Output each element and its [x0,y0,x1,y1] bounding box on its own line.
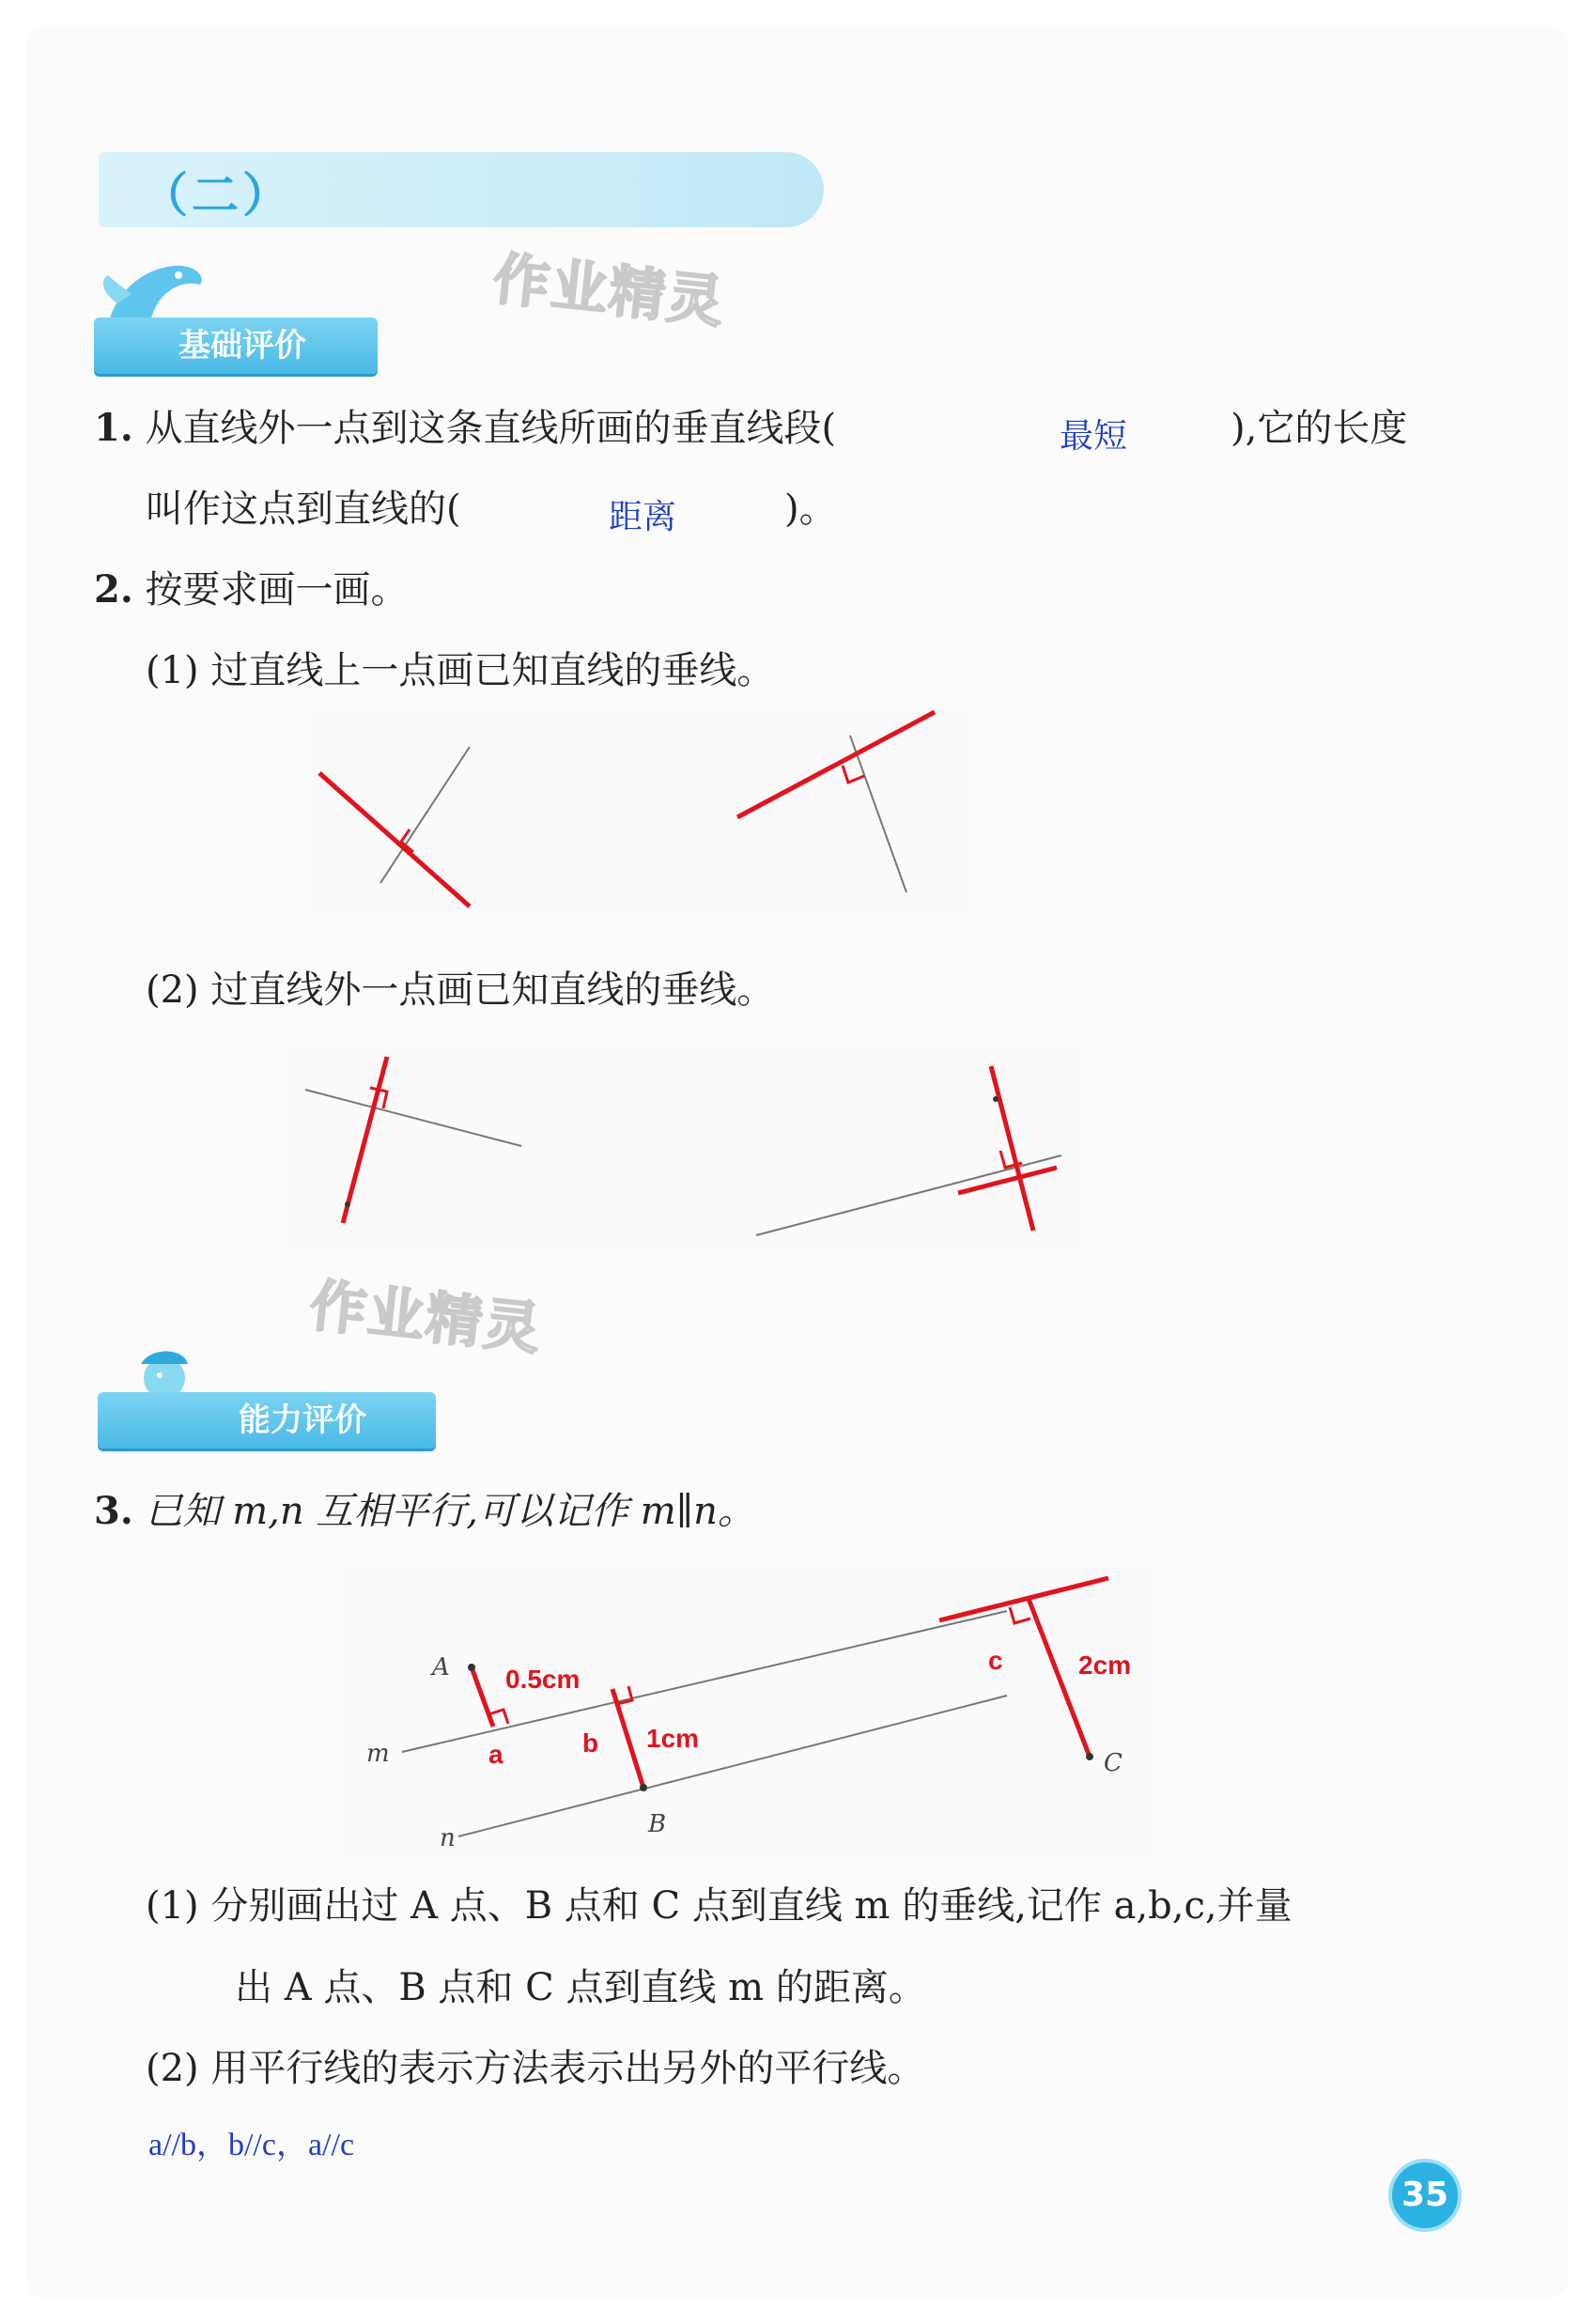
label-n: n [440,1824,456,1852]
label-a: a [488,1740,503,1769]
section-title: （二） [141,168,293,223]
q3-sub2: (2) 用平行线的表示方法表示出另外的平行线。 [146,2047,925,2090]
q1-answer-2: 距离 [609,498,677,536]
label-B: B [648,1810,667,1838]
q1-text-b: ),它的长度 [1231,407,1408,450]
ability-evaluation-badge: 能力评价 [98,1392,436,1449]
given-point [993,1096,999,1102]
basic-evaluation-badge: 基础评价 [94,318,378,374]
section-banner [99,152,824,227]
page-number: 35 [1388,2159,1462,2232]
point-A [468,1664,475,1671]
q2-line [94,567,408,612]
q1-answer-1: 最短 [1060,417,1128,456]
watermark: 作业精灵 [306,1273,546,1363]
distance-C: 2cm [1078,1650,1132,1680]
q3-line [94,1489,755,1534]
q1-number: 1. [94,406,133,450]
q3-figure [338,1564,1155,1855]
label-C: C [1104,1749,1123,1777]
q2-number: 2. [94,567,133,612]
q2-figure-2 [282,1043,1080,1254]
label-c: c [988,1646,1003,1675]
q1-text-a: 从直线外一点到这条直线所画的垂直线段( [145,407,837,450]
q3-number: 3. [94,1489,133,1533]
q2-sub1: (1) 过直线上一点画已知直线的垂线。 [146,649,775,692]
watermark: 作业精灵 [489,246,729,336]
q3-text: 已知 m,n 互相平行,可以记作 m∥n。 [145,1490,755,1533]
q3-answer: a//b，b//c，a//c [148,2128,355,2162]
given-point [345,1201,350,1207]
point-C [1086,1753,1093,1760]
label-A: A [432,1653,450,1681]
distance-A: 0.5cm [505,1665,581,1694]
label-m: m [366,1740,390,1768]
distance-B: 1cm [646,1724,700,1753]
q3-sub1-line1: (1) 分别画出过 A 点、B 点和 C 点到直线 m 的垂线,记作 a,b,c,并量 [146,1884,1293,1928]
q1-text-d: )。 [784,488,837,531]
q1-text-c: 叫作这点到直线的( [146,488,461,531]
q2-text: 按要求画一画。 [145,568,409,612]
q1-line1 [94,406,836,451]
point-B [640,1784,647,1791]
q3-sub1-line2: 出 A 点、B 点和 C 点到直线 m 的距离。 [235,1966,926,2009]
q2-sub2: (2) 过直线外一点画已知直线的垂线。 [146,968,775,1012]
q2-figure-1 [310,709,968,911]
label-b: b [582,1728,599,1758]
